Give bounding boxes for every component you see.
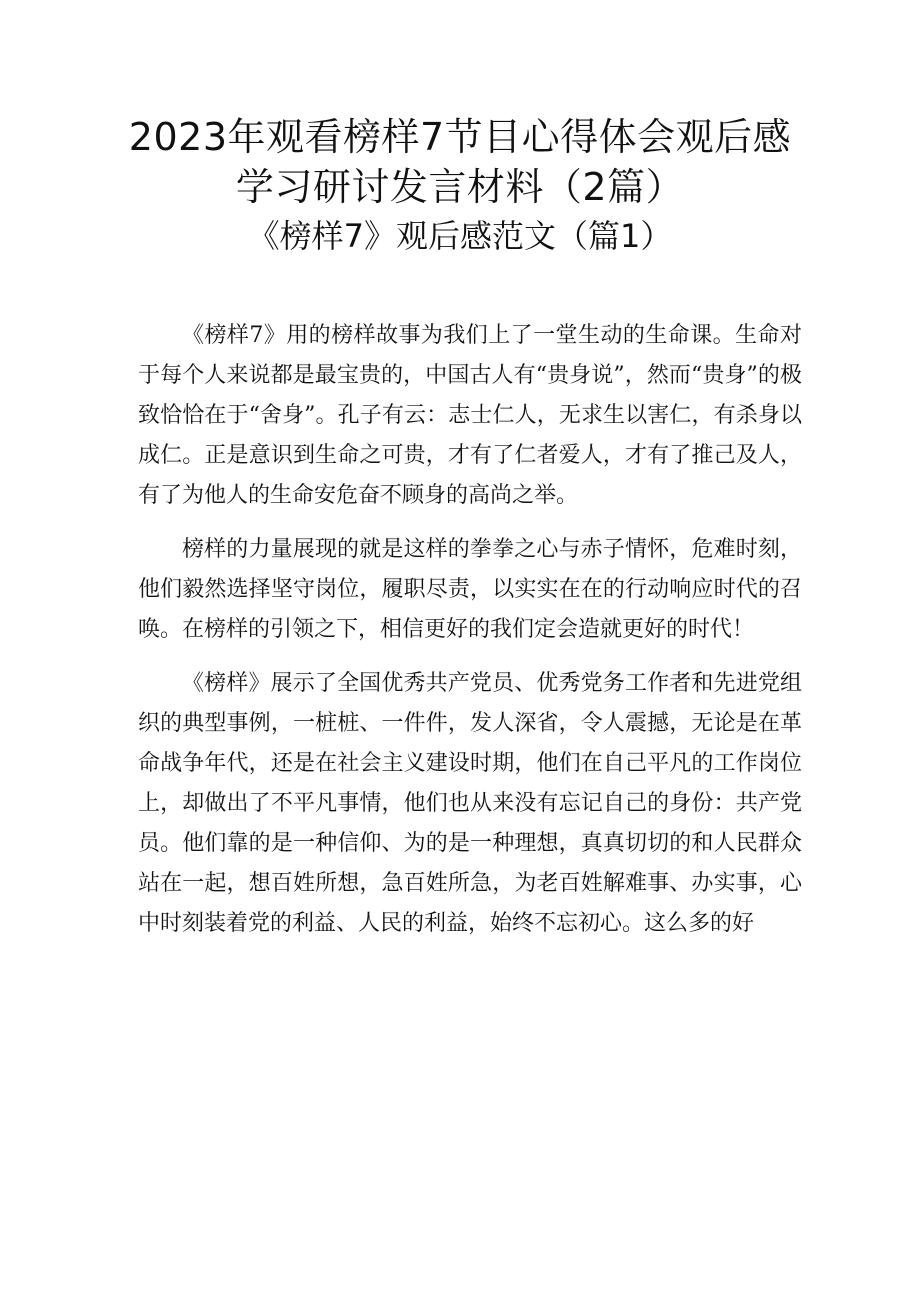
body-paragraph: 榜样的力量展现的就是这样的拳拳之心与赤子情怀，危难时刻，他们毅然选择坚守岗位，履职尽责，以实实在在的行动响应时代的召唤。在榜样的引领之下，相信更好的我们定会造就更好的时代！ xyxy=(138,537,802,642)
body-paragraph: 《榜样》展示了全国优秀共产党员、优秀党务工作者和先进党组织的典型事例，一桩桩、一件件，发人深省，令人震撼，无论是在革命战争年代，还是在社会主义建设时期，他们在自己平凡的工作岗位上，却做出了不平凡事情，他们也从来没有忘记自己的身份：共产党员。他们靠的是一种信仰、为的是一种理想，真真切切的和人民群众站在一起，想百姓所想，急百姓所急，为老百姓解难事、办实事，心中时刻装着党的利益、人民的利益，始终不忘初心。这么多的好 xyxy=(138,671,802,936)
body-paragraph: 《榜样7》用的榜样故事为我们上了一堂生动的生命课。生命对于每个人来说都是最宝贵的，中国古人有“贵身说”，然而“贵身”的极致恰恰在于“舍身”。孔子有云：志士仁人，无求生以害仁，有杀身以成仁。正是意识到生命之可贵，才有了仁者爱人，才有了推己及人，有了为他人的生命安危奋不顾身的高尚之举。 xyxy=(138,323,802,508)
document-title: 2023年观看榜样7节目心得体会观后感学习研讨发言材料（2篇） xyxy=(128,115,792,209)
document-body xyxy=(138,316,802,958)
section-subtitle: 《榜样7》观后感范文（篇1） xyxy=(247,217,673,255)
